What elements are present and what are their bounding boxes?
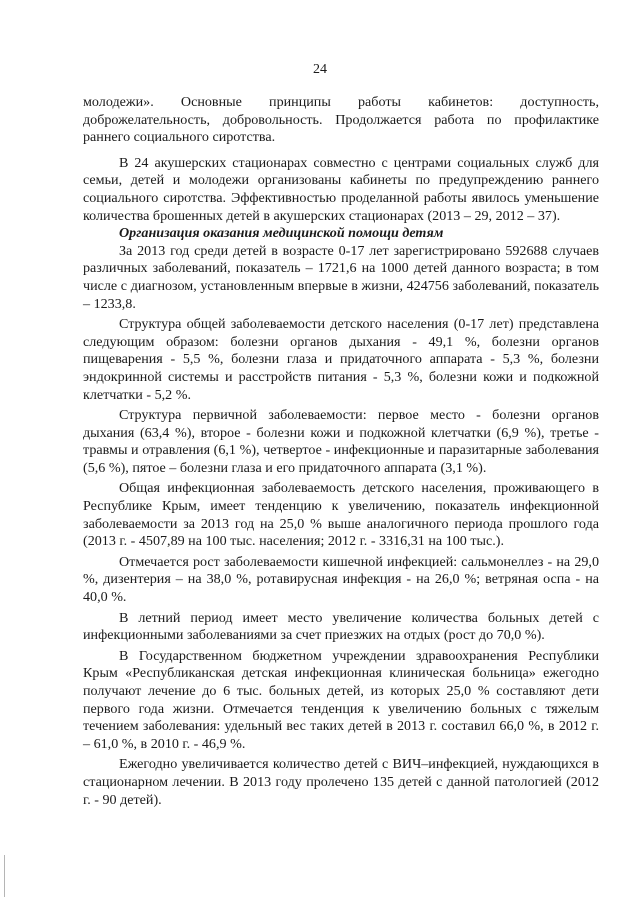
paragraph-morbidity-total: За 2013 год среди детей в возрасте 0-17 лет зарегистрировано 592688 случаев различных заболеваний, показатель – 1721,6 на 1000 детей данного возраста; в том числе с диагнозом, установленным впервые в жизни, 424756 заболеваний, показатель – 1233,8.	[83, 242, 599, 312]
paragraph-obstetric-hospitals: В 24 акушерских стационарах совместно с центрами социальных служб для семьи, детей и молодежи организованы кабинеты по предупреждению раннего социального сиротства. Эффективностью проделанной работы явилось уменьшение количества брошенных детей в акушерских стационарах (2013 – 29, 2012 – 37).	[83, 154, 599, 224]
paragraph-primary-morbidity-structure: Структура первичной заболеваемости: первое место - болезни органов дыхания (63,4 %), второе - болезни кожи и подкожной клетчатки (6,9 %), третье - травмы и отравления (6,1 %), четвертое - инфекционные и паразитарные заболевания (5,6 %), пятое – болезни глаза и его придаточного аппарата (3,1 %).	[83, 407, 599, 476]
paragraph-intestinal-infection: Отмечается рост заболеваемости кишечной инфекцией: сальмонеллез - на 29,0 %, дизентерия – на 38,0 %, ротавирусная инфекция - на 26,0 %; ветряная оспа - на 40,0 %.	[83, 553, 599, 606]
paragraph-hiv-infection: Ежегодно увеличивается количество детей с ВИЧ–инфекцией, нуждающихся в стационарном лечении. В 2013 году пролечено 135 детей с данной патологией (2012 г. - 90 детей).	[83, 756, 599, 808]
paragraph-summer-period: В летний период имеет место увеличение количества больных детей с инфекционными заболеваниями за счет приезжих на отдых (рост до 70,0 %).	[83, 609, 599, 644]
section-heading: Организация оказания медицинской помощи детям	[119, 225, 444, 242]
document-body	[83, 94, 599, 809]
paragraph-continuation: молодежи». Основные принципы работы кабинетов: доступность, доброжелательность, добровольность. Продолжается работа по профилактике раннего социального сиротства.	[83, 94, 599, 146]
scan-edge-mark	[4, 855, 5, 897]
paragraph-general-morbidity-structure: Структура общей заболеваемости детского населения (0-17 лет) представлена следующим образом: болезни органов дыхания - 49,1 %, болезни органов пищеварения - 5,5 %, болезни глаза и придаточного аппарата - 5,3 %, болезни эндокринной системы и расстройств питания - 5,3 %, болезни кожи и подкожной клетчатки - 5,2 %.	[83, 316, 599, 403]
paragraph-infectious-hospital: В Государственном бюджетном учреждении здравоохранения Республики Крым «Республиканская детская инфекционная клиническая больница» ежегодно получают лечение до 6 тыс. больных детей, из которых 25,0 % составляют дети первого года жизни. Отмечается тенденция к увеличению больных с тяжелым течением заболевания: удельный вес таких детей в 2013 г. составил 66,0 %, в 2012 г. – 61,0 %, в 2010 г. - 46,9 %.	[83, 647, 599, 752]
paragraph-infectious-morbidity: Общая инфекционная заболеваемость детского населения, проживающего в Республике Крым, имеет тенденцию к увеличению, показатель инфекционной заболеваемости за 2013 год на 25,0 % выше аналогичного периода прошлого года (2013 г. - 4507,89 на 100 тыс. населения; 2012 г. - 3316,31 на 100 тыс.).	[83, 480, 599, 550]
page-number: 24	[313, 62, 327, 77]
